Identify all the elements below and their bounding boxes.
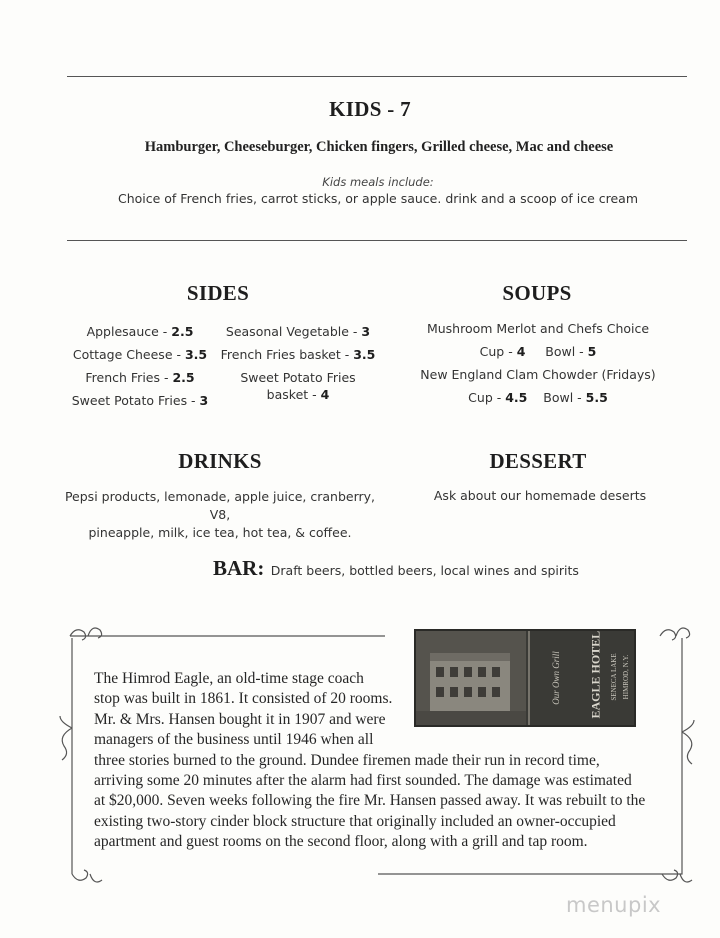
sides-right-column — [218, 320, 378, 403]
drinks-heading: DRINKS — [178, 449, 262, 473]
bar-line — [213, 556, 579, 581]
soups-heading: SOUPS — [502, 281, 572, 305]
photo-caption: SENECA LAKE — [610, 653, 618, 701]
bar-text: Draft beers, bottled beers, local wines and spirits — [270, 563, 579, 578]
sides-left-column — [65, 320, 215, 412]
drinks-text — [55, 488, 385, 542]
photo-caption: HIMROD, N.Y. — [622, 654, 630, 700]
top-divider — [67, 76, 687, 77]
history-line: arriving some 20 minutes after the alarm had first sounded. The damage was estimated — [94, 772, 632, 790]
side-item: French Fries - 2.5 — [85, 370, 195, 385]
side-item: Applesauce - 2.5 — [86, 324, 194, 339]
kids-choice: Choice of French fries, carrot sticks, or apple sauce. drink and a scoop of ice cream — [117, 191, 639, 206]
soup-prices: Cup - 4 Bowl - 5 — [479, 344, 597, 359]
soups-column — [410, 317, 666, 409]
sides-heading: SIDES — [186, 281, 250, 305]
photo-caption: EAGLE HOTEL — [588, 630, 603, 719]
history-line: managers of the business until 1946 when all — [94, 731, 374, 749]
kids-items: Hamburger, Cheeseburger, Chicken fingers, Grilled cheese, Mac and cheese — [144, 139, 614, 155]
history-line: The Himrod Eagle, an old-time stage coach — [94, 670, 364, 687]
photo-caption: Our Own Grill — [551, 651, 561, 705]
kids-note: Kids meals include: — [322, 175, 434, 189]
history-line: existing two-story cinder block structure that originally included an owner-occupied — [94, 812, 616, 830]
kids-heading: KIDS - 7 — [329, 97, 411, 121]
bar-label: BAR: — [213, 556, 265, 580]
drinks-line: pineapple, milk, ice tea, hot tea, & coffee. — [88, 525, 352, 540]
history-line: three stories burned to the ground. Dundee firemen made their run in record time, — [94, 751, 600, 769]
drinks-line: Pepsi products, lemonade, apple juice, cranberry, V8, — [64, 489, 376, 522]
side-item: Sweet Potato Fries basket - 4 — [240, 370, 356, 402]
history-line: apartment and guest rooms on the second floor, along with a grill and tap room. — [94, 833, 588, 851]
side-item: Seasonal Vegetable - 3 — [225, 324, 371, 339]
history-line: stop was built in 1861. It consisted of 20 rooms. — [94, 690, 393, 708]
history-text — [94, 669, 694, 853]
side-item: Sweet Potato Fries - 3 — [71, 393, 209, 408]
history-line: Mr. & Mrs. Hansen bought it in 1907 and were — [94, 710, 386, 728]
side-item: Cottage Cheese - 3.5 — [72, 347, 208, 362]
menupix-watermark: menupix — [566, 893, 662, 917]
soup-prices: Cup - 4.5 Bowl - 5.5 — [468, 390, 608, 405]
history-line: at $20,000. Seven weeks following the fire Mr. Hansen passed away. It was rebuilt to the — [94, 792, 646, 810]
dessert-heading: DESSERT — [489, 449, 587, 473]
side-item: French Fries basket - 3.5 — [220, 347, 376, 362]
soup-item: Mushroom Merlot and Chefs Choice — [426, 321, 650, 336]
soup-item: New England Clam Chowder (Fridays) — [420, 367, 656, 382]
kids-divider — [67, 240, 687, 241]
dessert-text: Ask about our homemade deserts — [433, 488, 647, 503]
